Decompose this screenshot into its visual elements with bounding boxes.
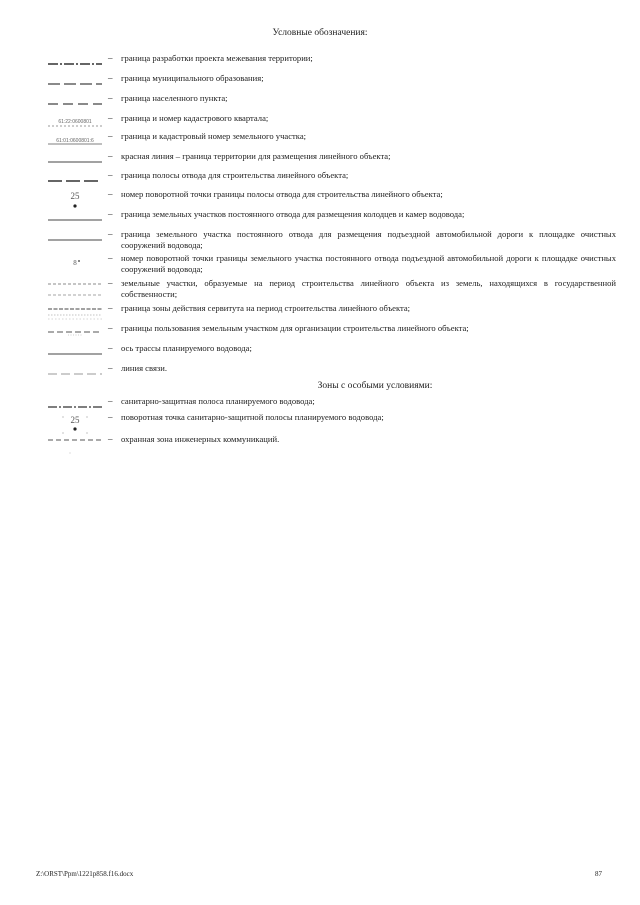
double-dashed-line-icon [48, 278, 102, 300]
legend-dash: – [108, 170, 113, 180]
legend-dash: – [108, 363, 113, 373]
legend-dash: – [108, 303, 113, 313]
legend-text: ось трассы планируемого водовода; [121, 343, 252, 353]
legend-dash: – [108, 396, 113, 406]
dash-line-icon [48, 73, 102, 95]
turning-point-number: 25 [70, 191, 80, 201]
access-road-point-number: 8 [73, 259, 77, 267]
footer-page-number: 87 [595, 870, 602, 878]
legend-dash: – [108, 343, 113, 353]
legend-text: красная линия – граница территории для размещения линейного объекта; [121, 151, 391, 161]
legend-text: санитарно-защитная полоса планируемого водовода; [121, 396, 315, 406]
legend-dash: – [108, 189, 113, 199]
legend-dash: – [108, 151, 113, 161]
legend-text: граница и кадастровый номер земельного участка; [121, 131, 307, 141]
legend-text: номер поворотной точки границы земельного участка постоянного отвода подъездной автомобильной дороги к площадке очистных сооружений водовода; [121, 253, 616, 274]
solid-line-icon [48, 343, 102, 365]
zones-title: Зоны с особыми условиями: [317, 381, 433, 391]
legend-dash: – [108, 434, 113, 444]
legend-dash: – [108, 323, 113, 333]
legend-dash: – [108, 93, 113, 103]
footer-file-path: Z:\ORST\Ppm\1221p858.f16.docx [36, 870, 134, 878]
legend-text: охранная зона инженерных коммуникаций. [121, 434, 280, 444]
solid-line-icon [48, 209, 102, 231]
legend-text: граница земельных участков постоянного отвода для размещения колодцев и камер водовода; [121, 209, 465, 219]
legend-text: граница полосы отвода для строительства линейного объекта; [121, 170, 349, 180]
cadastral-number-label: 61:01:0600801:6 [56, 138, 94, 144]
legend-title: Условные обозначения: [272, 28, 368, 38]
hatched-dashed-line-icon [48, 303, 102, 325]
legend-dash: – [108, 253, 113, 263]
legend-text: земельные участки, образуемые на период строительства линейного объекта из земель, находящихся в государственной собственности; [121, 278, 616, 299]
legend-text: граница зоны действия сервитута на период строительства линейного объекта; [121, 303, 411, 313]
legend-dash: – [108, 73, 113, 83]
dash-line-icon [48, 363, 102, 385]
sanitary-point-number: 25 [70, 415, 80, 425]
legend-dash: – [108, 209, 113, 219]
legend-text: граница и номер кадастрового квартала; [121, 113, 269, 123]
legend-dash: – [108, 278, 113, 288]
point-marker-small-icon [48, 253, 102, 275]
legend-dash: – [108, 113, 113, 123]
dash-line-icon [48, 93, 102, 115]
legend-dash: – [108, 412, 113, 422]
legend-dash: – [108, 53, 113, 63]
solid-line-icon [48, 229, 102, 251]
legend-text: границы пользования земельным участком для организации строительства линейного объекта; [121, 323, 469, 333]
legend-text: номер поворотной точки границы полосы отвода для строительства линейного объекта; [121, 189, 443, 199]
legend-dash: – [108, 131, 113, 141]
legend-text: линия связи. [121, 363, 168, 373]
legend-text: граница земельного участка постоянного отвода для размещения подъездной автомобильной дороги к площадке очистных сооружений водовода; [121, 229, 616, 250]
cadastral-quarter-label: 61:22:0600801 [58, 119, 92, 125]
legend-dash: – [108, 229, 113, 239]
legend-text: граница разработки проекта межевания территории; [121, 53, 313, 63]
point-marker-icon [48, 412, 102, 436]
short-dash-line-icon [48, 434, 102, 456]
legend-text: граница населенного пункта; [121, 93, 228, 103]
legend-text: граница муниципального образования; [121, 73, 264, 83]
legend-text: поворотная точка санитарно-защитной полосы планируемого водовода; [121, 412, 384, 422]
dash-line-with-mark-icon [48, 323, 102, 345]
dash-dot-line-icon [48, 53, 102, 75]
line-with-cadastral-number-icon [48, 131, 102, 153]
